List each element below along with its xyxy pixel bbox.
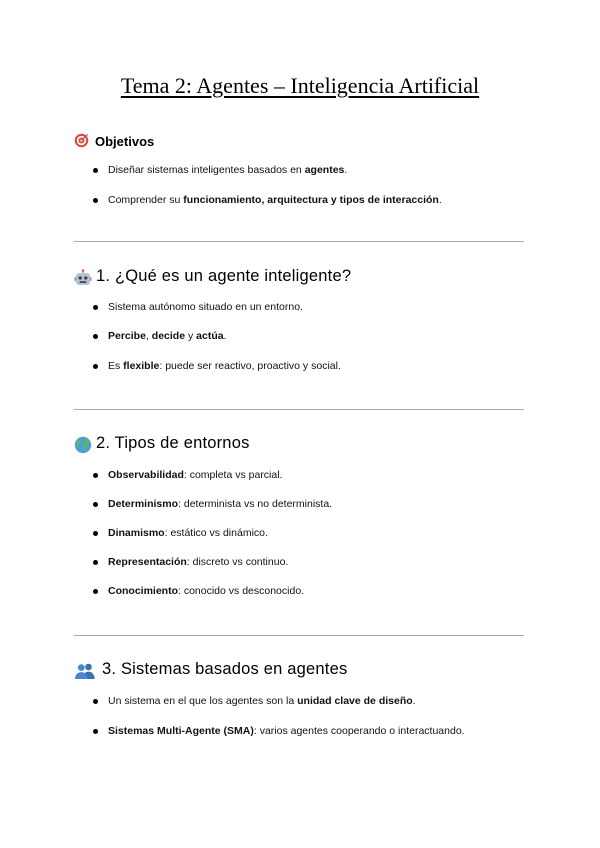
sistemas-list: [92, 694, 465, 738]
item-text: Un sistema en el que los agentes son la: [108, 695, 298, 707]
item-text: Diseñar sistemas inteligentes basados en: [108, 164, 305, 176]
item-text: : conocido vs desconocido.: [178, 585, 305, 597]
globe-icon: [74, 436, 90, 452]
item-text: Es: [108, 360, 124, 372]
item-bold: unidad clave de diseño: [297, 695, 413, 707]
list-item: [92, 555, 332, 569]
item-text: Sistema autónomo situado en un entorno.: [108, 301, 303, 313]
people-icon: [74, 662, 96, 678]
list-item: [92, 497, 332, 511]
item-text: .: [438, 194, 442, 206]
page-title: Tema 2: Agentes – Inteligencia Artificial: [120, 73, 480, 98]
target-icon: [74, 133, 90, 149]
item-text: : varios agentes cooperando o interactuando.: [253, 725, 465, 737]
section-divider: [74, 241, 524, 242]
list-item: [92, 300, 341, 314]
item-text: : determinista vs no determinista.: [178, 498, 333, 510]
list-item: [92, 163, 442, 177]
item-bold: flexible: [123, 360, 160, 372]
section-heading-entornos: [74, 434, 250, 453]
item-bold: actúa: [196, 330, 224, 342]
list-item: [92, 724, 465, 738]
objetivos-list: [92, 163, 442, 207]
item-text: Comprender su: [108, 194, 184, 206]
item-text: : completa vs parcial.: [183, 469, 283, 481]
item-text: y: [185, 330, 197, 342]
robot-icon: [74, 269, 90, 285]
list-item: [92, 694, 465, 708]
item-text: .: [223, 330, 227, 342]
section-heading-text: 2. Tipos de entornos: [96, 434, 250, 452]
section-heading-agente: [74, 267, 351, 286]
item-bold: Observabilidad: [108, 469, 184, 481]
item-bold: Sistemas Multi-Agente (SMA): [108, 725, 254, 737]
list-item: [92, 526, 332, 540]
item-text: ,: [145, 330, 152, 342]
item-bold: Dinamismo: [108, 527, 165, 539]
list-item: [92, 329, 341, 343]
item-bold: agentes: [304, 164, 345, 176]
section-divider: [74, 635, 524, 636]
section-heading-text: 3. Sistemas basados en agentes: [102, 660, 348, 678]
item-text: .: [412, 695, 416, 707]
item-bold: Representación: [108, 556, 187, 568]
section-divider: [74, 409, 524, 410]
list-item: [92, 359, 341, 373]
item-text: : puede ser reactivo, proactivo y social.: [159, 360, 341, 372]
section-heading-objetivos: [74, 133, 154, 149]
list-item: [92, 193, 442, 207]
item-text: : estático vs dinámico.: [164, 527, 268, 539]
section-heading-text: Objetivos: [95, 133, 155, 149]
item-text: .: [344, 164, 348, 176]
list-item: [92, 584, 332, 598]
item-bold: Conocimiento: [108, 585, 178, 597]
agente-list: [92, 300, 341, 373]
item-bold: Percibe: [108, 330, 146, 342]
item-bold: decide: [151, 330, 186, 342]
item-text: : discreto vs continuo.: [186, 556, 289, 568]
entornos-list: [92, 468, 332, 598]
list-item: [92, 468, 332, 482]
item-bold: funcionamiento, arquitectura y tipos de interacción: [183, 194, 439, 206]
item-bold: Determinismo: [108, 498, 179, 510]
section-heading-text: 1. ¿Qué es un agente inteligente?: [96, 267, 352, 285]
section-heading-sistemas: [74, 660, 347, 679]
